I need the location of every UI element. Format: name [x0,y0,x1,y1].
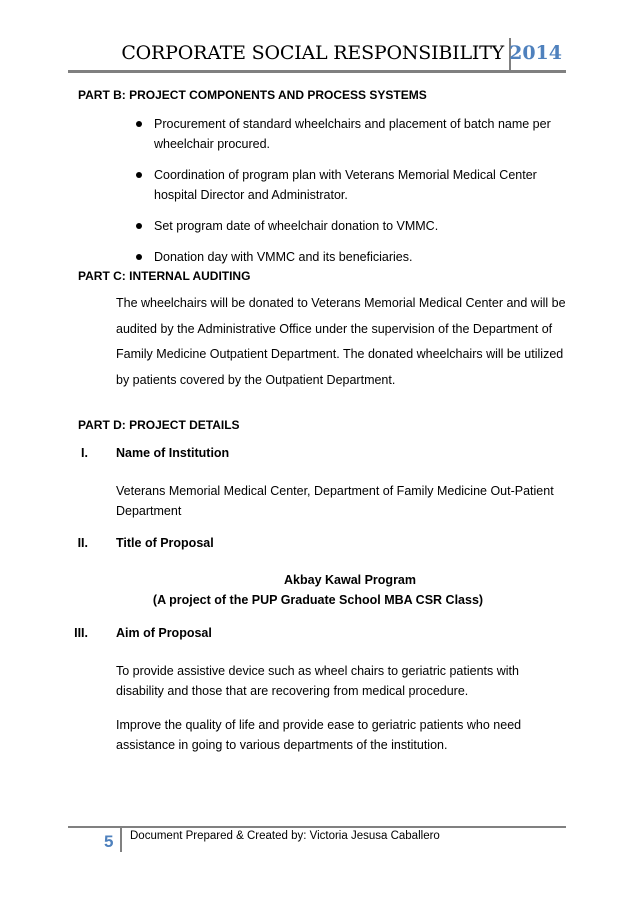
list-item [132,216,552,236]
part-c-heading: PART C: INTERNAL AUDITING [78,269,251,283]
proposal-title: Akbay Kawal Program [284,573,416,587]
list-item [132,165,552,205]
section-numeral: I. [81,446,88,460]
section-heading-proposal-title [78,536,558,554]
bullet-icon [136,172,142,178]
part-d-heading: PART D: PROJECT DETAILS [78,418,240,432]
section-numeral: III. [74,626,88,640]
part-b-heading: PART B: PROJECT COMPONENTS AND PROCESS SYSTEMS [78,88,427,102]
bullet-icon [136,223,142,229]
aim-paragraph: To provide assistive device such as wheel chairs to geriatric patients with disability and those that are recovering from medical procedure. [116,664,519,698]
footer-text: Document Prepared & Created by: Victoria Jesusa Caballero [130,830,440,842]
part-b-bullet-list [132,114,552,267]
aim-paragraph: Improve the quality of life and provide ease to geriatric patients who need assistance in going to various departments of the institution. [116,718,522,752]
bullet-text: Coordination of program plan with Veterans Memorial Medical Center hospital Director and Administrator. [154,168,537,202]
page-header [68,38,566,73]
bullet-text: Donation day with VMMC and its beneficiaries. [154,250,413,264]
bullet-icon [136,254,142,260]
list-item [132,114,552,154]
list-item [132,247,552,267]
section-heading-aim [74,626,558,644]
proposal-subtitle: (A project of the PUP Graduate School MBA CSR Class) [152,593,484,607]
header-title: CORPORATE SOCIAL RESPONSIBILITY [121,42,504,64]
bullet-text: Procurement of standard wheelchairs and placement of batch name per wheelchair procured. [154,117,551,151]
page-number: 5 [104,832,114,851]
bullet-text: Set program date of wheelchair donation to VMMC. [154,219,439,233]
institution-text: Veterans Memorial Medical Center, Department of Family Medicine Out-Patient Department [116,484,554,518]
bullet-icon [136,121,142,127]
section-numeral: II. [77,536,88,550]
header-year: 2014 [509,42,562,64]
section-title: Name of Institution [116,446,230,460]
footer-rule [68,826,566,828]
part-c-paragraph: The wheelchairs will be donated to Veterans Memorial Medical Center and will be audited by the Administrative Office under the supervision of the Department of Family Medicine Outpatient Department. The donated wheelchairs will be utilized by patients covered by the Outpatient Department. [116,296,566,387]
section-title: Title of Proposal [116,536,214,550]
section-heading-institution [78,446,558,464]
footer-separator [120,828,122,852]
section-title: Aim of Proposal [116,626,212,640]
